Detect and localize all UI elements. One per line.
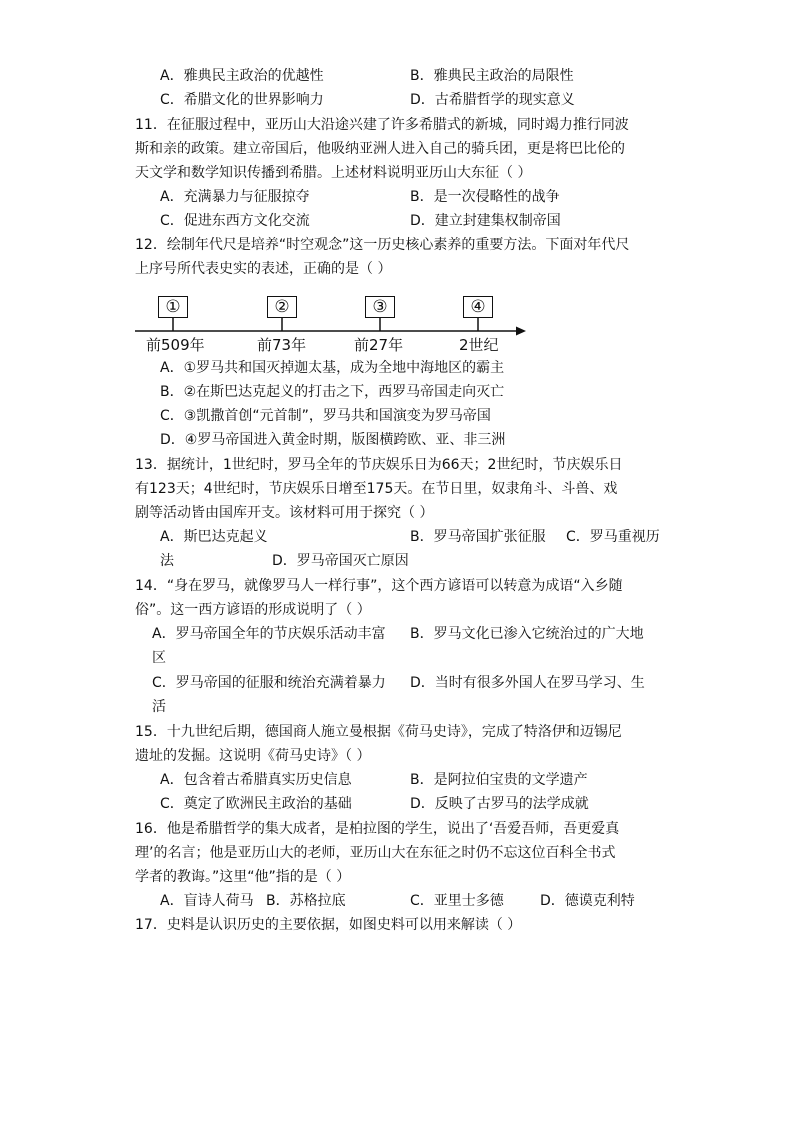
q15-stem-line-1: 15．十九世纪后期，德国商人施立曼根据《荷马史诗》，完成了特洛伊和迈锡尼 — [135, 724, 622, 740]
q14-option-d-continued: 活 — [152, 699, 166, 715]
q11-option-c: C．促进东西方文化交流 — [160, 213, 310, 229]
q12-option-a: A．①罗马共和国灭掉迦太基，成为全地中海地区的霸主 — [160, 360, 505, 376]
timeline-marker-1: ① — [158, 296, 188, 318]
timeline-label-4: 2世纪 — [459, 336, 499, 354]
q15-option-c: C．奠定了欧洲民主政治的基础 — [160, 796, 352, 812]
q13-option-b: B．罗马帝国扩张征服 — [410, 529, 546, 545]
q12-option-b: B．②在斯巴达克起义的打击之下，西罗马帝国走向灭亡 — [160, 384, 505, 400]
q14-option-b-continued: 区 — [152, 650, 166, 666]
q14-option-c: C．罗马帝国的征服和统治充满着暴力 — [152, 675, 386, 691]
q15-stem-line-2: 遗址的发掘。这说明《荷马史诗》（ ） — [135, 748, 371, 764]
q15-option-b: B．是阿拉伯宝贵的文学遗产 — [410, 772, 588, 788]
q13-option-c: C．罗马重视历 — [566, 529, 660, 545]
q16-option-a: A．盲诗人荷马 — [160, 893, 254, 909]
q14-option-d: D．当时有很多外国人在罗马学习、生 — [410, 675, 645, 691]
q10-option-b: B．雅典民主政治的局限性 — [410, 68, 574, 84]
q10-option-d: D．古希腊哲学的现实意义 — [410, 92, 575, 108]
q13-stem-line-1: 13．据统计，1世纪时，罗马全年的节庆娱乐日为66天；2世纪时，节庆娱乐日 — [135, 457, 623, 473]
q16-option-c: C．亚里士多德 — [410, 893, 504, 909]
q14-option-b: B．罗马文化已渗入它统治过的广大地 — [410, 626, 644, 642]
q13-stem-line-3: 剧等活动皆由国库开支。该材料可用于探究（ ） — [135, 505, 434, 521]
q16-stem-line-2: 理’的名言；他是亚历山大的老师，亚历山大在东征之时仍不忘这位百科全书式 — [135, 845, 616, 861]
timeline-marker-2: ② — [267, 296, 297, 318]
q10-option-c: C．希腊文化的世界影响力 — [160, 92, 324, 108]
q13-option-d: D．罗马帝国灭亡原因 — [272, 553, 409, 569]
timeline-label-3: 前27年 — [354, 336, 404, 354]
timeline-label-1: 前509年 — [146, 336, 205, 354]
q13-stem-line-2: 有123天；4世纪时，节庆娱乐日增至175天。在节日里，奴隶角斗、斗兽、戏 — [135, 481, 618, 497]
q11-option-a: A．充满暴力与征服掠夺 — [160, 189, 310, 205]
q11-stem-line-2: 斯和亲的政策。建立帝国后，他吸纳亚洲人进入自己的骑兵团，更是将巴比伦的 — [135, 141, 625, 157]
timeline-marker-3: ③ — [365, 296, 395, 318]
q15-option-d: D．反映了古罗马的法学成就 — [410, 796, 589, 812]
q10-option-a: A．雅典民主政治的优越性 — [160, 68, 324, 84]
q11-option-d: D．建立封建集权制帝国 — [410, 213, 561, 229]
q17-stem: 17．史料是认识历史的主要依据，如图史料可以用来解读（ ） — [135, 917, 522, 933]
q12-stem-line-2: 上序号所代表史实的表述，正确的是（ ） — [135, 261, 392, 277]
q15-option-a: A．包含着古希腊真实历史信息 — [160, 772, 352, 788]
q12-option-d: D．④罗马帝国进入黄金时期，版图横跨欧、亚、非三洲 — [160, 432, 506, 448]
q16-stem-line-1: 16．他是希腊哲学的集大成者，是柏拉图的学生，说出了‘吾爱吾师，吾更爱真 — [135, 821, 620, 837]
q16-option-b: B．苏格拉底 — [266, 893, 346, 909]
timeline-diagram — [130, 296, 530, 358]
q11-option-b: B．是一次侵略性的战争 — [410, 189, 560, 205]
q16-stem-line-3: 学者的教诲。”这里“他”指的是（ ） — [135, 869, 351, 885]
q16-option-d: D．德谟克利特 — [540, 893, 635, 909]
q12-stem-line-1: 12．绘制年代尺是培养“时空观念”这一历史核心素养的重要方法。下面对年代尺 — [135, 237, 630, 253]
q13-option-c-continued: 法 — [160, 553, 174, 569]
q11-stem-line-1: 11．在征服过程中，亚历山大沿途兴建了许多希腊式的新城，同时竭力推行同波 — [135, 117, 629, 133]
q13-option-a: A．斯巴达克起义 — [160, 529, 268, 545]
q14-stem-line-2: 俗”。这一西方谚语的形成说明了（ ） — [135, 602, 371, 618]
q11-stem-line-3: 天文学和数学知识传播到希腊。上述材料说明亚历山大东征（ ） — [135, 165, 532, 181]
timeline-label-2: 前73年 — [257, 336, 307, 354]
timeline-marker-4: ④ — [463, 296, 493, 318]
q14-option-a: A．罗马帝国全年的节庆娱乐活动丰富 — [152, 626, 386, 642]
q12-option-c: C．③凯撒首创“元首制”，罗马共和国演变为罗马帝国 — [160, 408, 491, 424]
q14-stem-line-1: 14．“身在罗马，就像罗马人一样行事”，这个西方谚语可以转意为成语“入乡随 — [135, 578, 623, 594]
